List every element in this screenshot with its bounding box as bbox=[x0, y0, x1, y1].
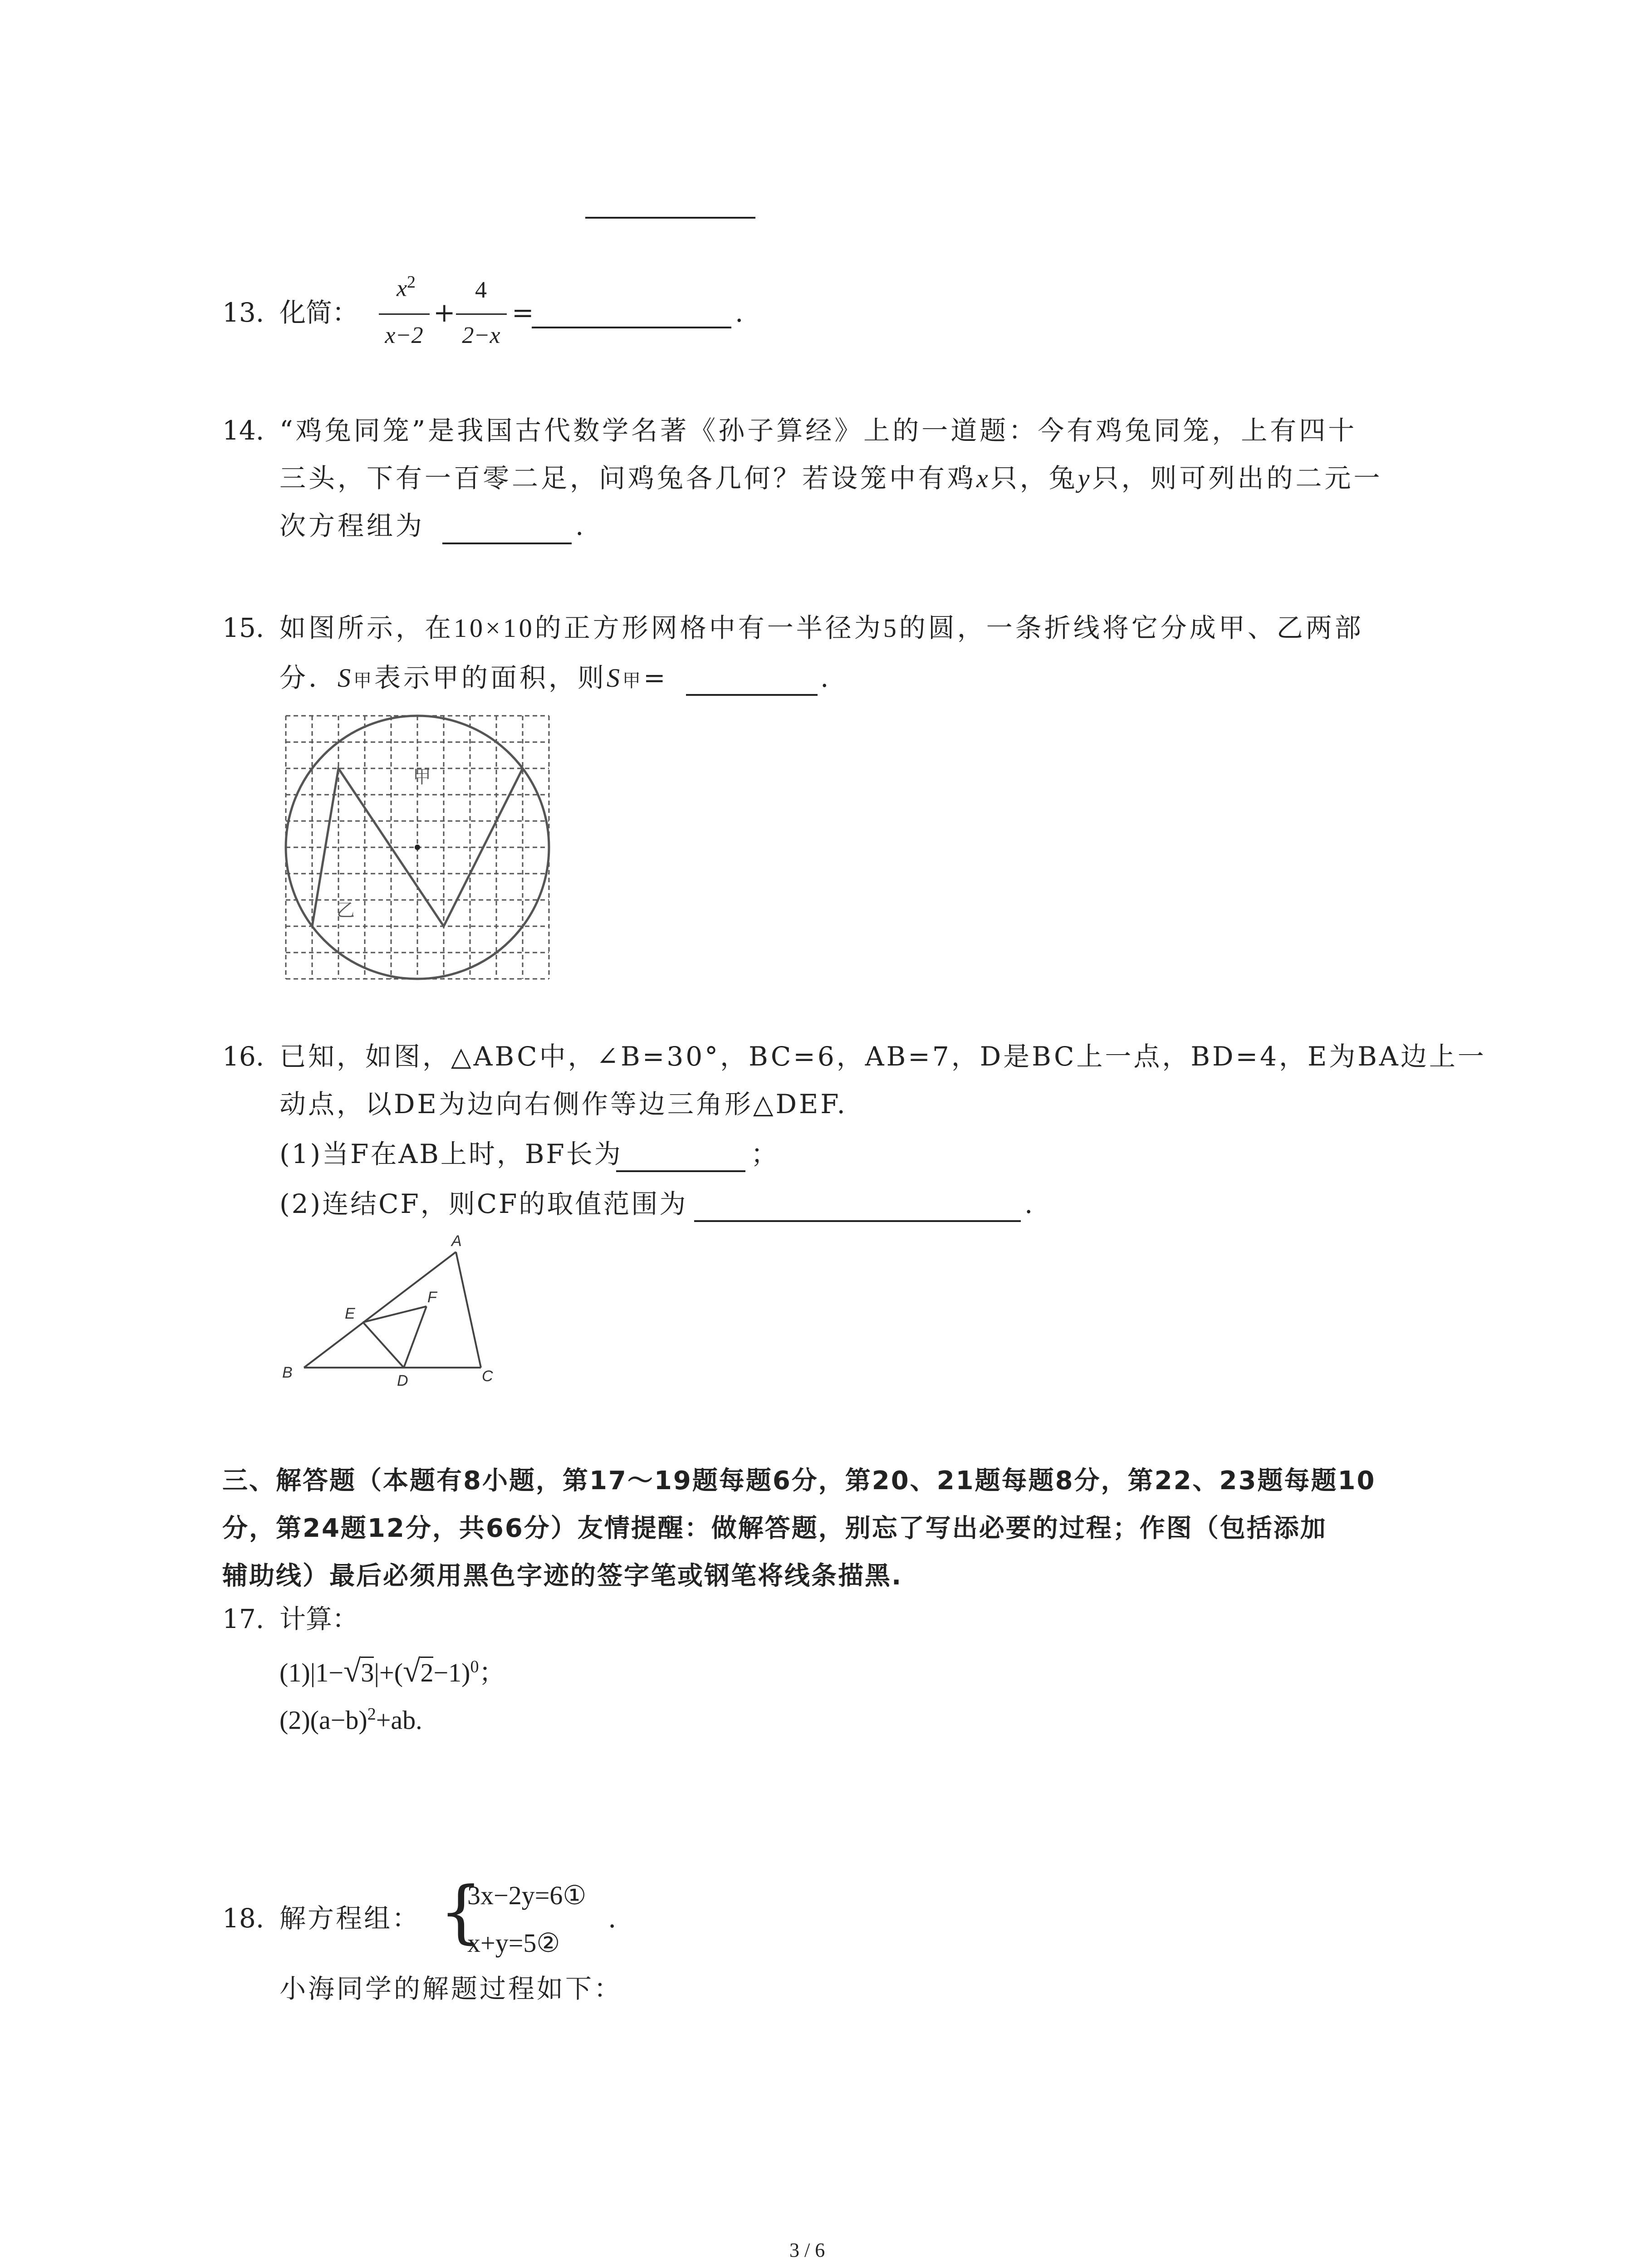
q15-number: 15. bbox=[222, 612, 265, 643]
q13-frac1-numerator: $x^2$ bbox=[396, 273, 416, 302]
q15-end: . bbox=[820, 662, 829, 693]
q16-part2-end: . bbox=[1024, 1188, 1033, 1219]
q17-label: 计算： bbox=[279, 1603, 359, 1634]
q13-equals: = bbox=[512, 297, 534, 328]
label-E: E bbox=[345, 1305, 355, 1322]
label-B: B bbox=[282, 1364, 293, 1381]
q13-frac1-denominator: x−2 bbox=[385, 323, 423, 348]
q18-number: 18. bbox=[222, 1903, 265, 1934]
q13-frac2-bar bbox=[456, 313, 507, 315]
q16-part1-end: ； bbox=[751, 1139, 778, 1169]
q14-line2: 三头，下有一百零二足，问鸡兔各几何？若设笼中有鸡x只，兔y只，则可列出的二元一 bbox=[279, 463, 1383, 494]
q14-number: 14. bbox=[222, 415, 265, 446]
q16-part1-blank bbox=[616, 1170, 745, 1172]
q13-end: . bbox=[735, 297, 744, 328]
section3-line3: 辅助线）最后必须用黑色字迹的签字笔或钢笔将线条描黑. bbox=[222, 1561, 903, 1591]
q15-answer-blank bbox=[686, 694, 818, 696]
q16-figure bbox=[272, 1232, 526, 1395]
page-number: 3 / 6 bbox=[789, 2239, 825, 2261]
q14-end: . bbox=[575, 510, 584, 541]
label-D: D bbox=[397, 1372, 408, 1389]
q18-line2: 小海同学的解题过程如下： bbox=[279, 1973, 623, 2004]
section3-line2: 分，第24题12分，共66分）友情提醒：做解答题，别忘了写出必要的过程；作图（包括添加 bbox=[222, 1514, 1327, 1543]
circle-center bbox=[415, 845, 420, 850]
q13-answer-blank bbox=[532, 327, 731, 328]
label-yi: 乙 bbox=[337, 900, 355, 920]
q17-part1: $(1)|1-√3|+(√2-1)^0$； bbox=[279, 1654, 505, 1689]
answer-blank-top bbox=[585, 217, 755, 219]
q15-line2: 分．S甲表示甲的面积，则S甲= bbox=[279, 662, 668, 693]
q16-number: 16. bbox=[222, 1041, 265, 1072]
q14-answer-blank bbox=[442, 543, 572, 544]
label-F: F bbox=[427, 1289, 437, 1306]
label-jia: 甲 bbox=[413, 767, 431, 787]
q13-frac1-bar bbox=[379, 313, 430, 315]
q16-part2-blank bbox=[694, 1220, 1021, 1222]
q16-line1: 已知，如图，△ABC中，∠B=30°，BC=6，AB=7，D是BC上一点，BD=4，E为BA边上一 bbox=[279, 1041, 1486, 1072]
q14-line1: “鸡兔同笼”是我国古代数学名著《孙子算经》上的一道题：今有鸡兔同笼，上有四十 bbox=[279, 415, 1357, 446]
q18-label: 解方程组： bbox=[279, 1903, 421, 1934]
q14-line3: 次方程组为 bbox=[279, 510, 425, 541]
q18-eq2: x+y=5② bbox=[467, 1928, 560, 1958]
q16-part2: (2)连结CF，则CF的取值范围为 bbox=[279, 1188, 688, 1219]
q18-end: . bbox=[608, 1903, 617, 1934]
q13-frac2-numerator: 4 bbox=[475, 277, 487, 303]
section3-line1: 三、解答题（本题有8小题，第17～19题每题6分，第20、21题每题8分，第22、23题每题10 bbox=[222, 1466, 1376, 1496]
label-C: C bbox=[482, 1368, 493, 1385]
q13-frac2-denominator: 2−x bbox=[462, 323, 500, 348]
q15-line1: 如图所示，在10×10的正方形网格中有一半径为5的圆，一条折线将它分成甲、乙两部 bbox=[279, 612, 1364, 643]
label-A: A bbox=[451, 1232, 462, 1250]
q13-label: 化简： bbox=[279, 297, 359, 328]
q16-part1: (1)当F在AB上时，BF长为 bbox=[279, 1139, 622, 1169]
q18-eq1: 3x−2y=6① bbox=[467, 1881, 587, 1910]
q17-part2: $(2)(a-b)^2+ab$. bbox=[279, 1705, 422, 1735]
q17-number: 17. bbox=[222, 1603, 265, 1634]
q15-figure bbox=[281, 711, 554, 983]
q13-number: 13. bbox=[222, 297, 265, 328]
q13-plus: + bbox=[433, 297, 456, 328]
q18-brace: { bbox=[439, 1872, 483, 1951]
q16-line2: 动点，以DE为边向右侧作等边三角形△DEF. bbox=[279, 1089, 847, 1119]
